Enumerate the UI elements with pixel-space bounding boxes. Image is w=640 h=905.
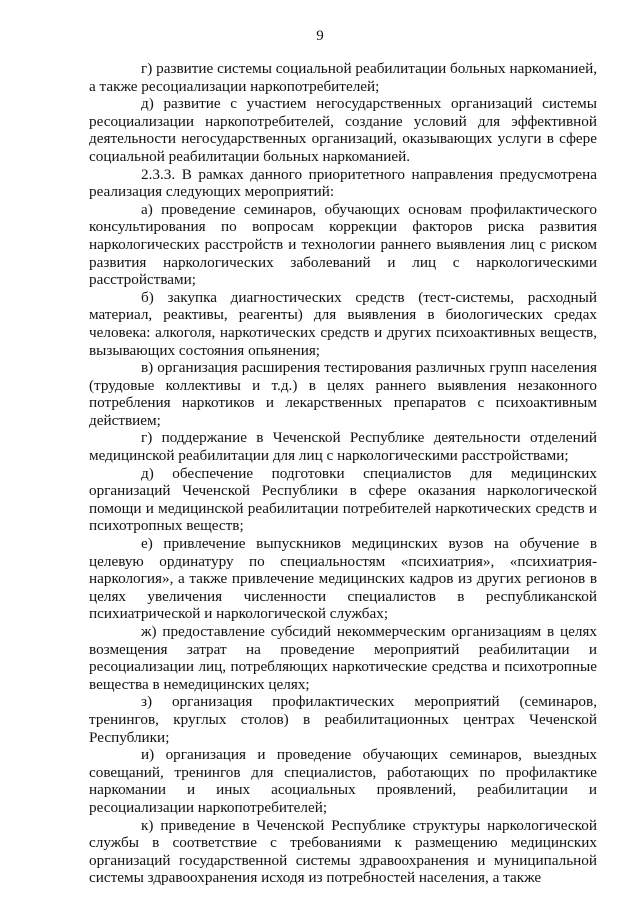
paragraph-zh-subsidies: ж) предоставление субсидий некоммерческим организациям в целях возмещения затрат на проведение мероприятий реабилитации и ресоциализации лиц, потребляющих наркотические средства и психотропные вещества в немедицинских целях; bbox=[89, 623, 597, 693]
paragraph-g-departments: г) поддержание в Чеченской Республике деятельности отделений медицинской реабилитации для лиц с наркологическими расстройствами; bbox=[89, 429, 597, 465]
paragraph-d-training: д) обеспечение подготовки специалистов для медицинских организаций Чеченской Республики в сфере оказания наркологической помощи и медицинской реабилитации потребителей наркотических средств и психотропных веществ; bbox=[89, 464, 597, 535]
paragraph-e-graduates: е) привлечение выпускников медицинских вузов на обучение в целевую ординатуру по специальностям «психиатрия», «психиатрия-наркология», а также привлечение медицинских кадров из других регионов в целях увеличения численности специалистов в республиканской психиатрической и наркологической службах; bbox=[89, 535, 597, 623]
document-body bbox=[89, 60, 597, 887]
page-number: 9 bbox=[316, 28, 324, 44]
paragraph-g-rehabilitation: г) развитие системы социальной реабилитации больных наркоманией, а также ресоциализации наркопотребителей; bbox=[89, 60, 597, 95]
paragraph-section-2-3-3: 2.3.3. В рамках данного приоритетного направления предусмотрена реализация следующих мероприятий: bbox=[89, 165, 597, 201]
paragraph-v-testing: в) организация расширения тестирования различных групп населения (трудовые коллективы и т.д.) в целях раннего выявления незаконного потребления наркотиков и лекарственных препаратов с психоактивным действием; bbox=[89, 359, 597, 429]
paragraph-d-resocialization: д) развитие с участием негосударственных организаций системы ресоциализации наркопотребителей, создание условий для эффективной деятельности негосударственных организаций, оказывающих услуги в сфере социальной реабилитации больных наркоманией. bbox=[89, 95, 597, 165]
paragraph-z-prevention: з) организация профилактических мероприятий (семинаров, тренингов, круглых столов) в реабилитационных центрах Чеченской Республики; bbox=[89, 693, 597, 746]
paragraph-k-structure: к) приведение в Чеченской Республике структуры наркологической службы в соответствие с требованиями к размещению медицинских организаций государственной системы здравоохранения и муниципальной системы здравоохранения исходя из потребностей населения, а также bbox=[89, 816, 597, 887]
paragraph-b-diagnostics: б) закупка диагностических средств (тест-системы, расходный материал, реактивы, реагенты) для выявления в биологических средах человека: алкоголя, наркотических средств и других психоактивных веществ, вызывающих состояния опьянения; bbox=[89, 288, 597, 359]
paragraph-i-seminars: и) организация и проведение обучающих семинаров, выездных совещаний, тренингов для специалистов, работающих по профилактике наркомании и иных асоциальных проявлений, реабилитации и ресоциализации наркопотребителей; bbox=[89, 746, 597, 816]
paragraph-a-seminars: а) проведение семинаров, обучающих основам профилактического консультирования по вопросам коррекции факторов риска развития наркологических расстройств и технологии раннего выявления лиц с риском развития наркологических заболеваний и лиц с наркологическими расстройствами; bbox=[89, 200, 597, 289]
